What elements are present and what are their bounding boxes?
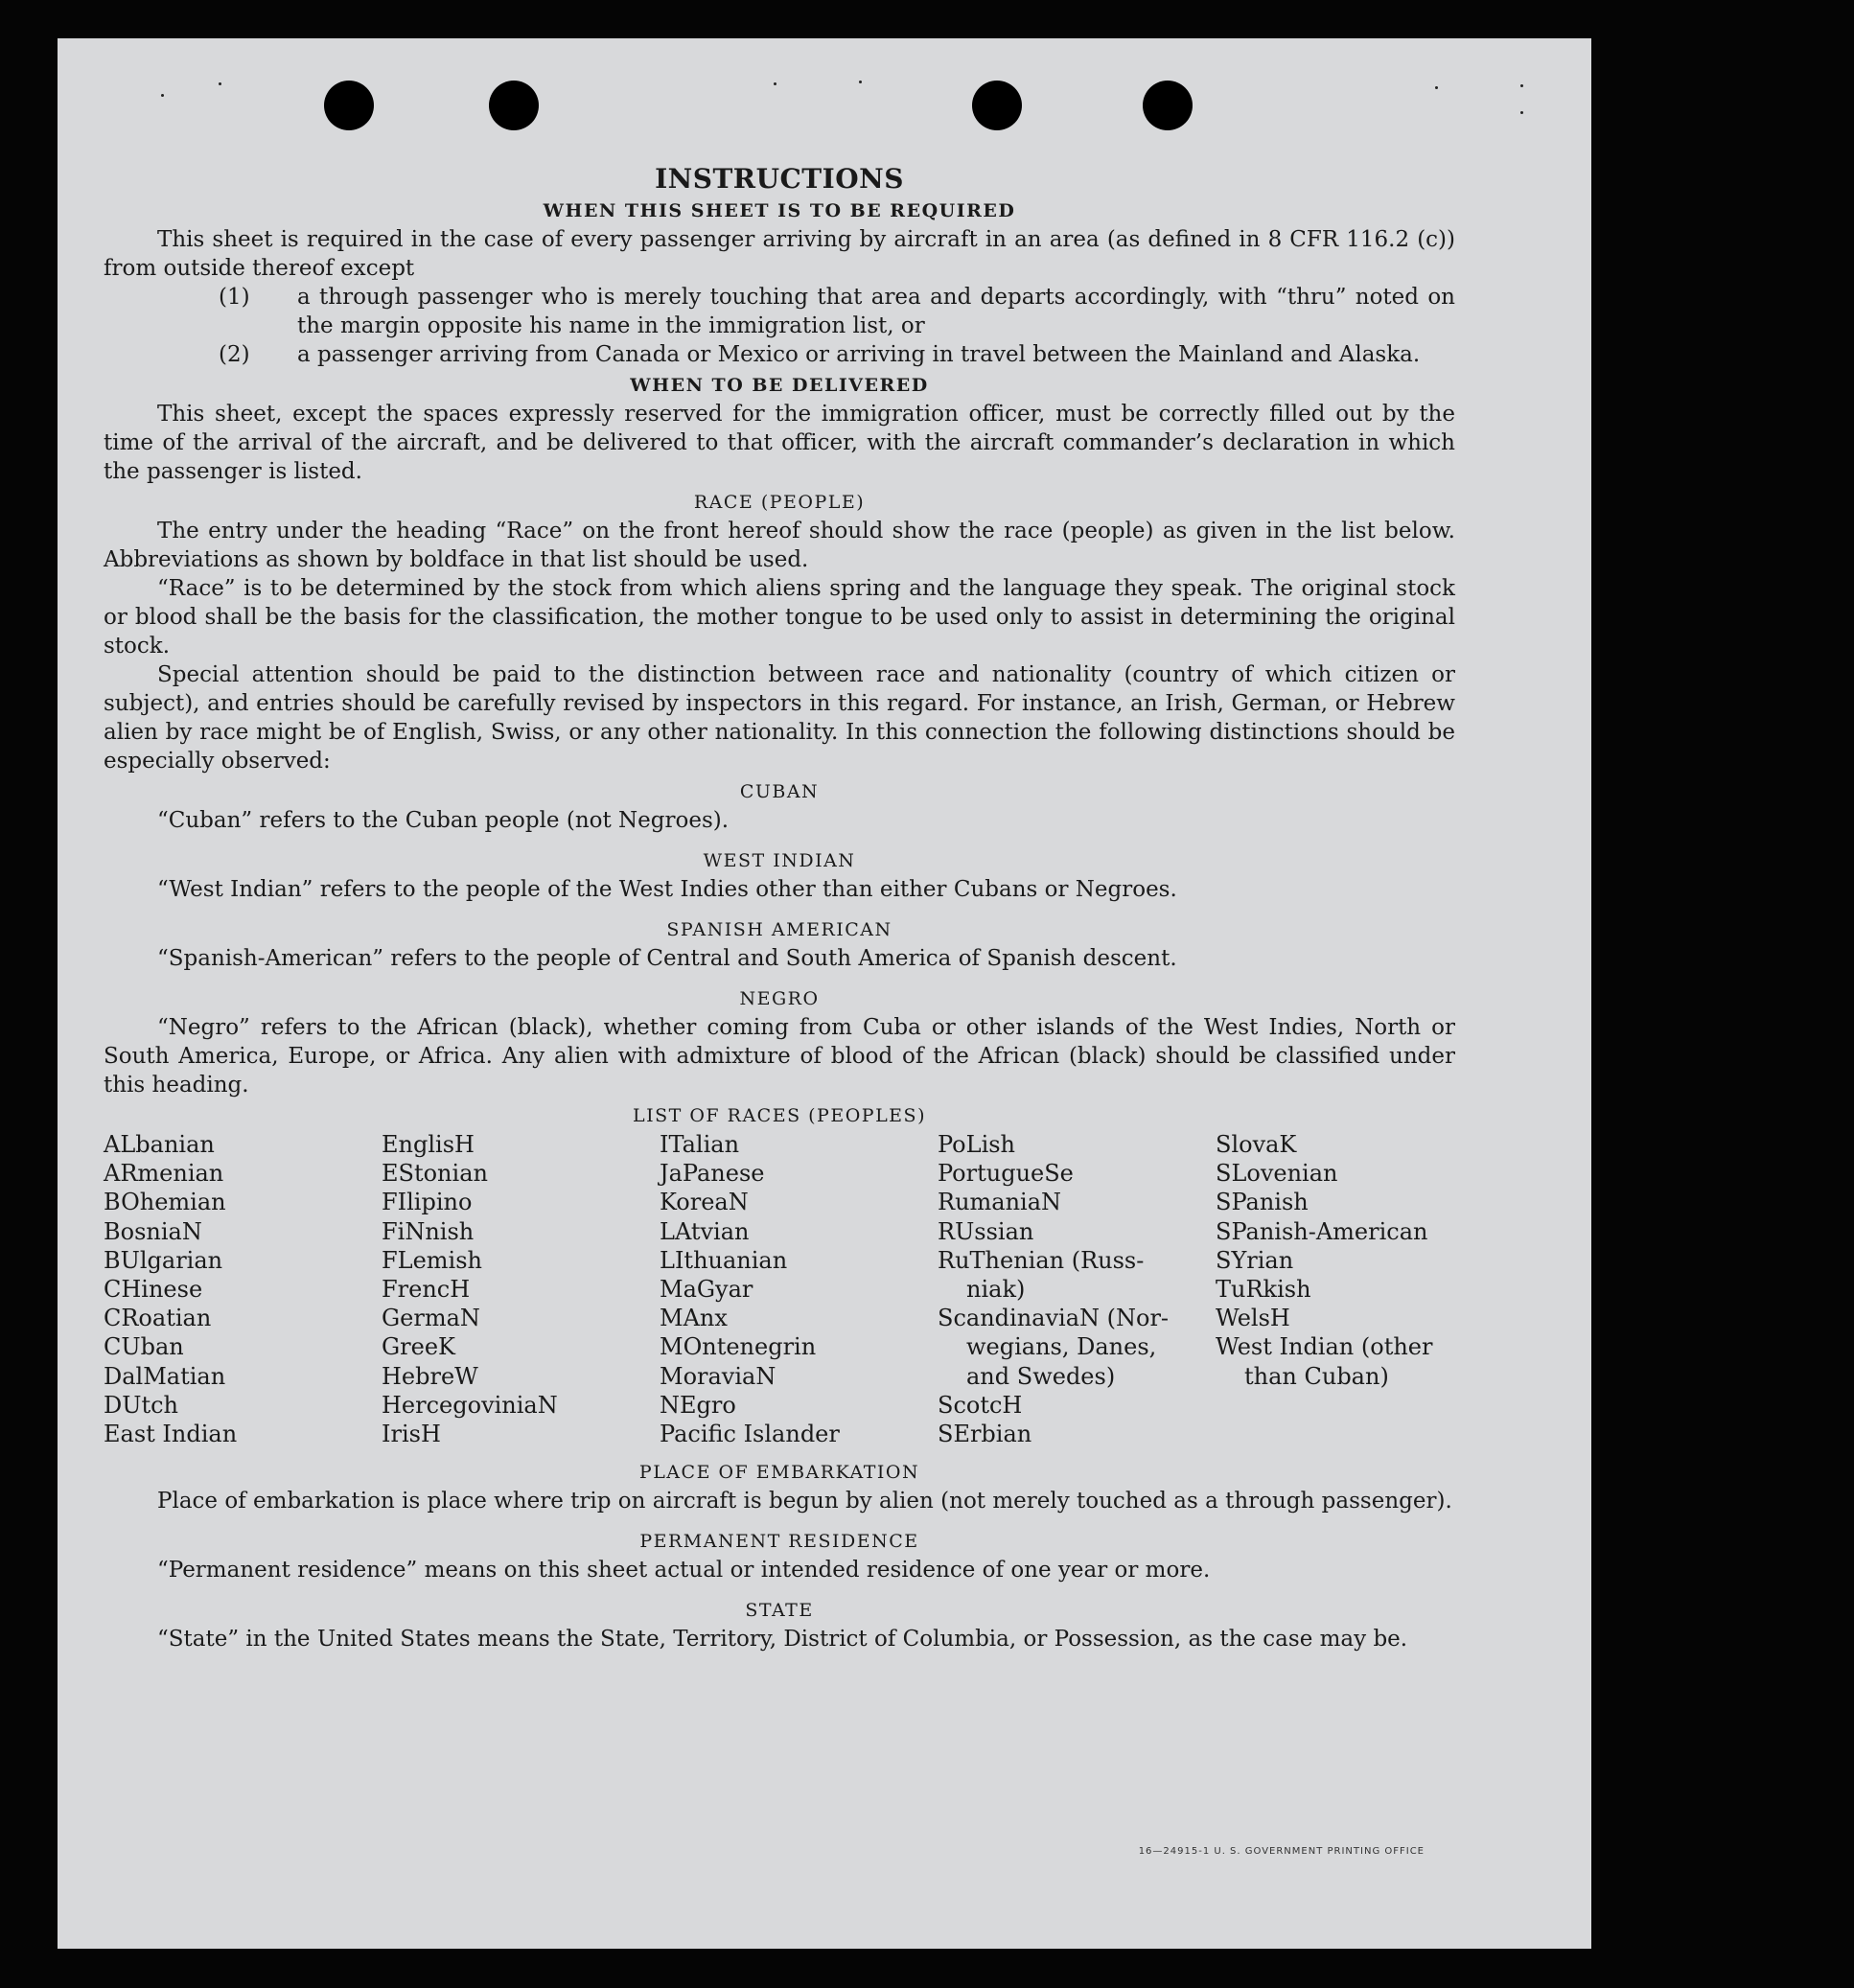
heading-negro: NEGRO (739, 988, 820, 1009)
race-entry: EnglisH (382, 1131, 475, 1158)
race-entry: SLovenian (1216, 1160, 1338, 1188)
speck (1435, 86, 1438, 89)
race-entry: HercegoviniaN (382, 1391, 558, 1419)
document-page (58, 38, 1591, 1949)
item-text: a through passenger who is merely touching that area and departs accordingly, with “thru” noted on the margin opposite his name in the immigration list, or (297, 285, 1455, 338)
race-entry: PoLish (938, 1131, 1016, 1158)
heading-state: STATE (745, 1600, 814, 1621)
race-entry: SYrian (1216, 1246, 1294, 1274)
race-entry: SPanish (1216, 1189, 1309, 1216)
race-entry: MOntenegrin (660, 1333, 817, 1361)
punch-hole (489, 81, 539, 130)
race-entry: CUban (104, 1333, 184, 1361)
exception-item-1 (104, 283, 1455, 340)
heading-when-required: WHEN THIS SHEET IS TO BE REQUIRED (543, 200, 1016, 221)
race-entry: MoraviaN (660, 1362, 776, 1390)
punch-hole (972, 81, 1022, 130)
race-entry: CRoatian (104, 1305, 212, 1332)
paragraph-cuban: “Cuban” refers to the Cuban people (not Negroes). (157, 808, 730, 833)
list-of-races (104, 1130, 1455, 1456)
item-text: a passenger arriving from Canada or Mexico or arriving in travel between the Mainland and Alaska. (297, 342, 1421, 367)
race-entry: East Indian (104, 1421, 238, 1448)
race-entry: LAtvian (660, 1217, 750, 1245)
race-entry: JaPanese (660, 1160, 765, 1188)
speck (1520, 84, 1523, 87)
heading-race: RACE (PEOPLE) (693, 492, 866, 513)
paragraph-west-indian: “West Indian” refers to the people of the West Indies other than either Cubans or Negroes. (157, 877, 1177, 902)
speck (774, 82, 776, 85)
race-column-5 (1216, 1130, 1455, 1391)
race-entry: BOhemian (104, 1189, 226, 1216)
race-entry: CHinese (104, 1276, 203, 1304)
punch-hole (324, 81, 374, 130)
heading-west-indian: WEST INDIAN (703, 850, 856, 871)
race-entry: FIlipino (382, 1189, 473, 1216)
race-entry: HebreW (382, 1362, 478, 1390)
race-entry: West Indian (other (1216, 1333, 1433, 1361)
speck (859, 81, 862, 83)
race-entry: KoreaN (660, 1189, 749, 1216)
race-entry: ARmenian (104, 1160, 224, 1188)
speck (1520, 111, 1523, 114)
race-entry: LIthuanian (660, 1246, 788, 1274)
race-entry: SlovaK (1216, 1131, 1297, 1158)
race-entry: ITalian (660, 1131, 740, 1158)
race-entry: RumaniaN (938, 1189, 1062, 1216)
heading-list-of-races: LIST OF RACES (PEOPLES) (633, 1105, 926, 1126)
race-entry: ScotcH (938, 1391, 1023, 1419)
race-entry: RUssian (938, 1217, 1034, 1245)
race-entry: wegians, Danes, (966, 1333, 1157, 1361)
race-entry: and Swedes) (966, 1362, 1116, 1390)
race-entry: TuRkish (1216, 1276, 1311, 1304)
heading-when-delivered: WHEN TO BE DELIVERED (630, 375, 929, 396)
race-entry: GreeK (382, 1333, 455, 1361)
paragraph-state: “State” in the United States means the State, Territory, District of Columbia, or Possession, as the case may be. (157, 1627, 1408, 1652)
race-entry: ScandinaviaN (Nor- (938, 1305, 1170, 1332)
race-entry: DalMatian (104, 1362, 226, 1390)
page-title: INSTRUCTIONS (655, 163, 904, 195)
paragraph-permanent-residence: “Permanent residence” means on this sheet actual or intended residence of one year or more. (157, 1558, 1211, 1583)
item-number: (2) (219, 342, 250, 367)
race-entry: FiNnish (382, 1217, 475, 1245)
race-entry: BUlgarian (104, 1246, 223, 1274)
paragraph-negro: “Negro” refers to the African (black), whether coming from Cuba or other islands of the West Indies, North or South America, Europe, or Africa. Any alien with admixture of blood of the African (black) should be classified under this heading. (104, 1015, 1455, 1098)
paragraph-when-required: This sheet is required in the case of every passenger arriving by aircraft in an area (as defined in 8 CFR 116.2 (c)) from outside thereof except (104, 227, 1455, 281)
race-entry: IrisH (382, 1421, 441, 1448)
printer-imprint: 16—24915-1 U. S. GOVERNMENT PRINTING OFFICE (1138, 1846, 1425, 1857)
punch-hole (1143, 81, 1193, 130)
paragraph-spanish-american: “Spanish-American” refers to the people of Central and South America of Spanish descent. (157, 946, 1177, 971)
heading-permanent-residence: PERMANENT RESIDENCE (639, 1531, 919, 1552)
race-entry: WelsH (1216, 1305, 1290, 1332)
paragraph-race-3: Special attention should be paid to the distinction between race and nationality (country of which citizen or subject), and entries should be carefully revised by inspectors in this regard. For instance, an Irish, German, or Hebrew alien by race might be of English, Swiss, or any other nationality. In this connection the following distinctions should be especially observed: (104, 662, 1455, 774)
race-column-2 (382, 1130, 650, 1448)
exception-item-2 (104, 340, 1455, 369)
speck (161, 94, 164, 97)
race-entry: than Cuban) (1244, 1362, 1389, 1390)
heading-embarkation: PLACE OF EMBARKATION (638, 1462, 920, 1483)
race-entry: Pacific Islander (660, 1421, 840, 1448)
race-entry: niak) (966, 1276, 1026, 1304)
race-entry: SErbian (938, 1421, 1032, 1448)
race-entry: EStonian (382, 1160, 488, 1188)
race-entry: FrencH (382, 1276, 471, 1304)
paragraph-embarkation: Place of embarkation is place where trip on aircraft is begun by alien (not merely touched as a through passenger). (157, 1489, 1452, 1514)
race-entry: SPanish-American (1216, 1217, 1428, 1245)
item-number: (1) (219, 285, 250, 310)
race-entry: BosniaN (104, 1217, 202, 1245)
race-entry: GermaN (382, 1305, 480, 1332)
race-entry: FLemish (382, 1246, 482, 1274)
heading-cuban: CUBAN (739, 781, 820, 802)
race-entry: PortugueSe (938, 1160, 1074, 1188)
race-entry: MaGyar (660, 1276, 753, 1304)
instructions-body (104, 163, 1455, 1653)
race-entry: NEgro (660, 1391, 736, 1419)
speck (219, 82, 221, 85)
paragraph-race-1: The entry under the heading “Race” on the front hereof should show the race (people) as given in the list below. Abbreviations as shown by boldface in that list should be used. (104, 519, 1455, 572)
race-entry: DUtch (104, 1391, 179, 1419)
race-entry: ALbanian (104, 1131, 215, 1158)
race-column-1 (104, 1130, 372, 1448)
race-entry: RuThenian (Russ- (938, 1246, 1145, 1274)
race-entry: MAnx (660, 1305, 728, 1332)
race-column-3 (660, 1130, 928, 1448)
paragraph-race-2: “Race” is to be determined by the stock from which aliens spring and the language they speak. The original stock or blood shall be the basis for the classification, the mother tongue to be used only to assist in determining the original stock. (104, 576, 1455, 659)
paragraph-when-delivered: This sheet, except the spaces expressly reserved for the immigration officer, must be correctly filled out by the time of the arrival of the aircraft, and be delivered to that officer, with the aircraft commander’s declaration in which the passenger is listed. (104, 402, 1455, 484)
race-column-4 (938, 1130, 1206, 1448)
heading-spanish-american: SPANISH AMERICAN (666, 919, 892, 940)
